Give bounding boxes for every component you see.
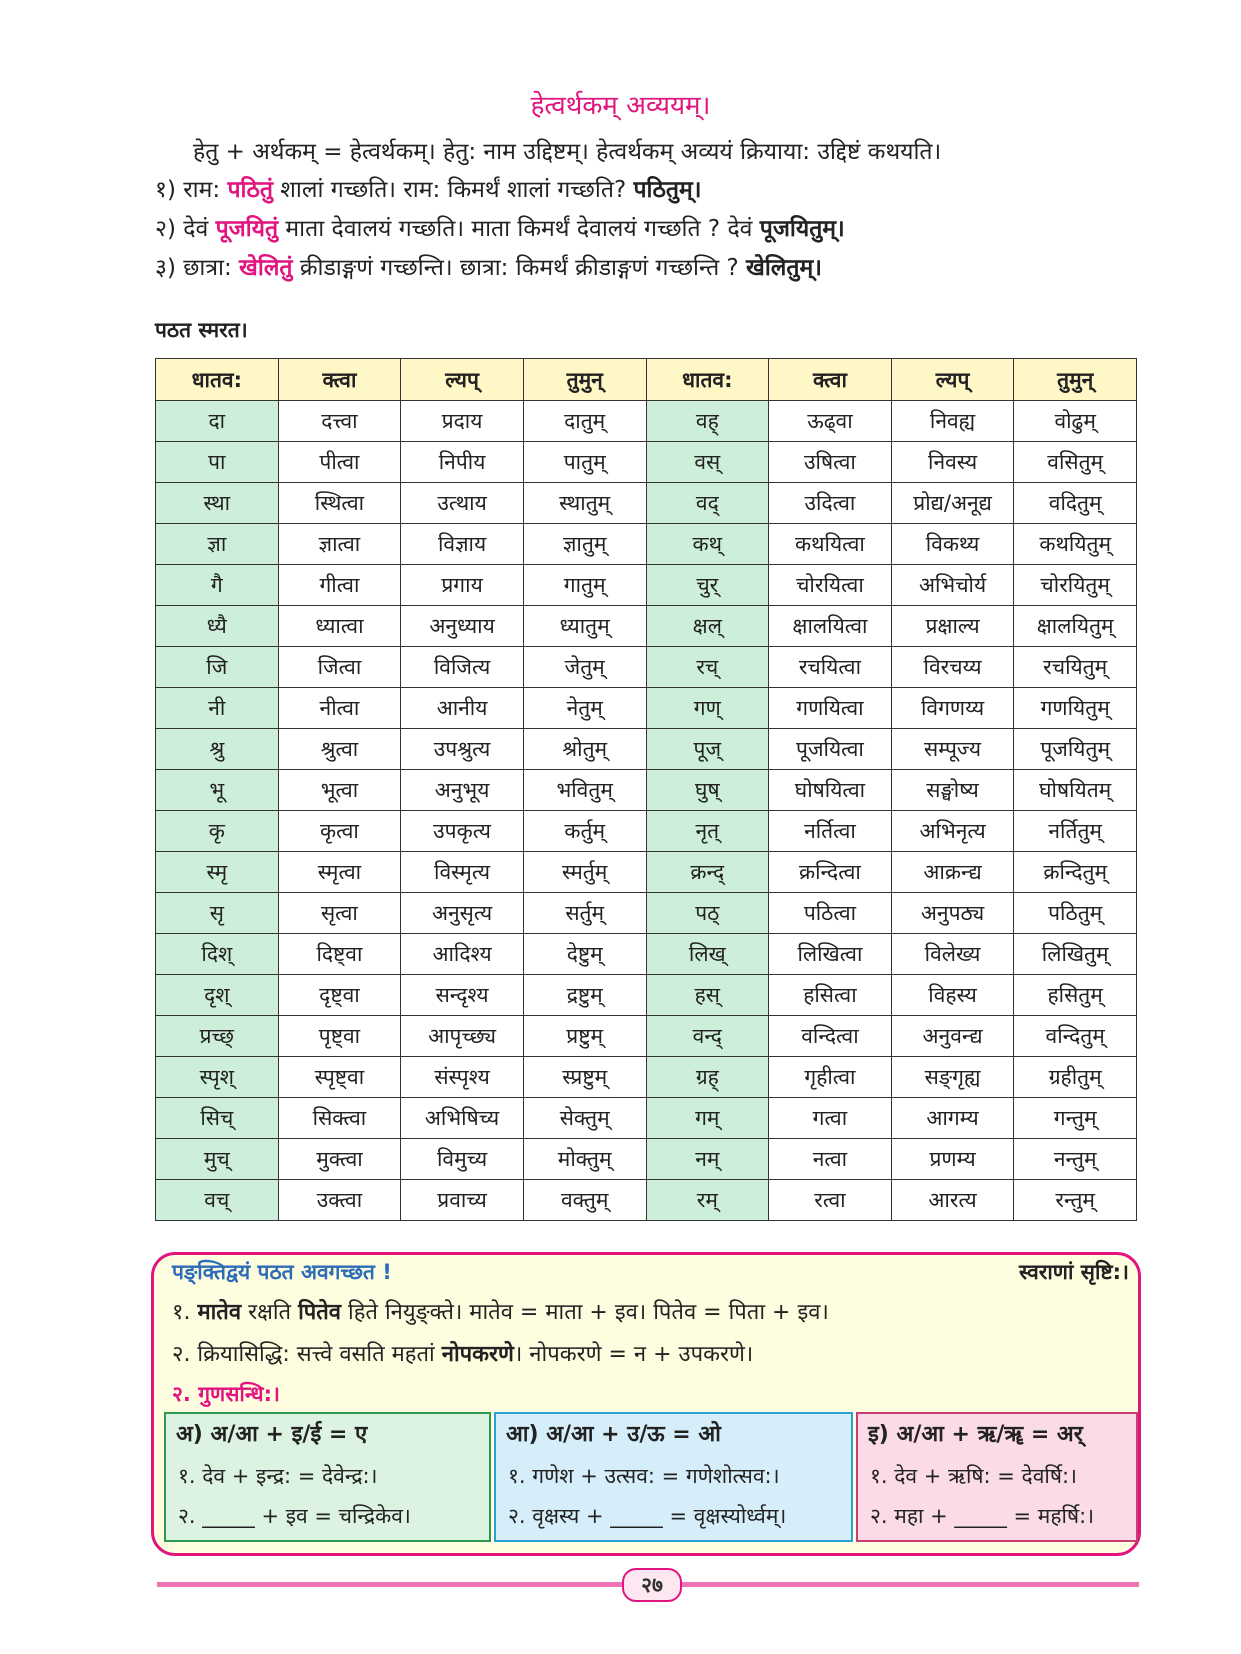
form-cell: देष्टुम् bbox=[523, 934, 646, 975]
form-cell: भवितुम् bbox=[523, 770, 646, 811]
rule-exercise: २. वृक्षस्य + _____ = वृक्षस्योर्ध्वम्। bbox=[508, 1504, 787, 1528]
form-cell: वन्दितुम् bbox=[1014, 1016, 1137, 1057]
example-middle: क्रीडाङ्गणं गच्छन्ति। छात्रा: किमर्थं क्रीडाङ्गणं गच्छन्ति ? bbox=[292, 255, 747, 281]
table-row bbox=[156, 975, 1137, 1016]
form-cell: लिखित्वा bbox=[769, 934, 892, 975]
table-row bbox=[156, 1016, 1137, 1057]
line-text: रक्षति bbox=[241, 1300, 299, 1325]
form-cell: गृहीत्वा bbox=[769, 1057, 892, 1098]
root-cell: प्रच्छ् bbox=[156, 1016, 279, 1057]
form-cell: उषित्वा bbox=[769, 442, 892, 483]
form-cell: पठित्वा bbox=[769, 893, 892, 934]
line-text: २. क्रियासिद्धि: सत्त्वे वसति महतां bbox=[172, 1342, 442, 1367]
form-cell: रचयित्वा bbox=[769, 647, 892, 688]
form-cell: अनुवन्द्य bbox=[891, 1016, 1014, 1057]
form-cell: विगणय्य bbox=[891, 688, 1014, 729]
rule-exercise: २. _____ + इव = चन्द्रिकेव। bbox=[178, 1504, 411, 1528]
form-cell: विलेख्य bbox=[891, 934, 1014, 975]
example-1 bbox=[155, 172, 701, 204]
form-cell: सङ्घोष्य bbox=[891, 770, 1014, 811]
root-cell: नी bbox=[156, 688, 279, 729]
form-cell: पृष्ट्वा bbox=[278, 1016, 401, 1057]
form-cell: निवह्य bbox=[891, 401, 1014, 442]
form-cell: गणयितुम् bbox=[1014, 688, 1137, 729]
form-cell: हसितुम् bbox=[1014, 975, 1137, 1016]
form-cell: पीत्वा bbox=[278, 442, 401, 483]
table-row bbox=[156, 1098, 1137, 1139]
rule-example-1: १. देव + ऋषि: = देवर्षि:। bbox=[870, 1464, 1077, 1488]
root-cell: ध्यै bbox=[156, 606, 279, 647]
form-cell: सिक्त्वा bbox=[278, 1098, 401, 1139]
form-cell: स्पृष्ट्वा bbox=[278, 1057, 401, 1098]
form-cell: ज्ञात्वा bbox=[278, 524, 401, 565]
header-cell: धातव: bbox=[156, 359, 279, 401]
form-cell: श्रोतुम् bbox=[523, 729, 646, 770]
form-cell: वसितुम् bbox=[1014, 442, 1137, 483]
form-cell: ध्यात्वा bbox=[278, 606, 401, 647]
example-prefix: २) देवं bbox=[155, 216, 216, 242]
example-middle: शालां गच्छति। राम: किमर्थं शालां गच्छति? bbox=[272, 177, 634, 203]
form-cell: सृत्वा bbox=[278, 893, 401, 934]
table-row bbox=[156, 1180, 1137, 1221]
form-cell: प्रक्षाल्य bbox=[891, 606, 1014, 647]
table-row bbox=[156, 811, 1137, 852]
intro-text: हेतु + अर्थकम् = हेत्वर्थकम्। हेतु: नाम उद्दिष्टम्। हेत्वर्थकम् अव्ययं क्रियाया: उद्दिष्टं कथयति। bbox=[193, 139, 942, 165]
form-cell: कृत्वा bbox=[278, 811, 401, 852]
table-row bbox=[156, 852, 1137, 893]
form-cell: कर्तुम् bbox=[523, 811, 646, 852]
root-cell: वच् bbox=[156, 1180, 279, 1221]
form-cell: मुक्त्वा bbox=[278, 1139, 401, 1180]
form-cell: ग्रहीतुम् bbox=[1014, 1057, 1137, 1098]
form-cell: प्रोद्य/अनूद्य bbox=[891, 483, 1014, 524]
example-3 bbox=[155, 250, 822, 282]
example-middle: माता देवालयं गच्छति। माता किमर्थं देवालयं गच्छति ? देवं bbox=[278, 216, 760, 242]
table-header-row bbox=[156, 359, 1137, 401]
form-cell: ध्यातुम् bbox=[523, 606, 646, 647]
root-cell: सिच् bbox=[156, 1098, 279, 1139]
table-row bbox=[156, 729, 1137, 770]
table-row bbox=[156, 770, 1137, 811]
example-prefix: १) राम: bbox=[155, 177, 228, 203]
table-row bbox=[156, 934, 1137, 975]
header-cell: धातव: bbox=[646, 359, 769, 401]
table-row bbox=[156, 1139, 1137, 1180]
root-cell: गम् bbox=[646, 1098, 769, 1139]
root-cell: वद् bbox=[646, 483, 769, 524]
root-cell: मुच् bbox=[156, 1139, 279, 1180]
form-cell: रचयितुम् bbox=[1014, 647, 1137, 688]
form-cell: पूजयितुम् bbox=[1014, 729, 1137, 770]
form-cell: सर्तुम् bbox=[523, 893, 646, 934]
form-cell: दिष्ट्वा bbox=[278, 934, 401, 975]
root-cell: स्था bbox=[156, 483, 279, 524]
form-cell: कथयितुम् bbox=[1014, 524, 1137, 565]
form-cell: लिखितुम् bbox=[1014, 934, 1137, 975]
form-cell: स्मर्तुम् bbox=[523, 852, 646, 893]
form-cell: निवस्य bbox=[891, 442, 1014, 483]
form-cell: जेतुम् bbox=[523, 647, 646, 688]
root-cell: स्मृ bbox=[156, 852, 279, 893]
root-cell: वस् bbox=[646, 442, 769, 483]
header-cell: तुमुन् bbox=[523, 359, 646, 401]
line-bold: नोपकरणे bbox=[441, 1342, 514, 1367]
root-cell: गण् bbox=[646, 688, 769, 729]
root-cell: भू bbox=[156, 770, 279, 811]
form-cell: प्रदाय bbox=[401, 401, 524, 442]
form-cell: चोरयितुम् bbox=[1014, 565, 1137, 606]
form-cell: वक्तुम् bbox=[523, 1180, 646, 1221]
form-cell: नीत्वा bbox=[278, 688, 401, 729]
form-cell: स्थातुम् bbox=[523, 483, 646, 524]
root-cell: रच् bbox=[646, 647, 769, 688]
box-right-title: स्वराणां सृष्टि:। bbox=[1018, 1260, 1129, 1284]
form-cell: चोरयित्वा bbox=[769, 565, 892, 606]
form-cell: प्रणम्य bbox=[891, 1139, 1014, 1180]
form-cell: नत्वा bbox=[769, 1139, 892, 1180]
memorize-label: पठत स्मरत। bbox=[155, 318, 248, 342]
root-cell: कथ् bbox=[646, 524, 769, 565]
example-highlight: पठितुं bbox=[227, 177, 273, 203]
form-cell: वदितुम् bbox=[1014, 483, 1137, 524]
form-cell: आदिश्य bbox=[401, 934, 524, 975]
root-cell: क्षल् bbox=[646, 606, 769, 647]
form-cell: क्षालयितुम् bbox=[1014, 606, 1137, 647]
form-cell: घोषयितम् bbox=[1014, 770, 1137, 811]
form-cell: नेतुम् bbox=[523, 688, 646, 729]
rule-exercise: २. महा + _____ = महर्षि:। bbox=[870, 1504, 1095, 1528]
form-cell: विज्ञाय bbox=[401, 524, 524, 565]
header-cell: तुमुन् bbox=[1014, 359, 1137, 401]
header-cell: क्त्वा bbox=[769, 359, 892, 401]
table-row bbox=[156, 647, 1137, 688]
example-answer: खेलितुम्। bbox=[746, 255, 822, 281]
example-highlight: पूजयितुं bbox=[215, 216, 279, 242]
form-cell: सेक्तुम् bbox=[523, 1098, 646, 1139]
form-cell: प्रवाच्य bbox=[401, 1180, 524, 1221]
form-cell: उक्त्वा bbox=[278, 1180, 401, 1221]
form-cell: अनुभूय bbox=[401, 770, 524, 811]
root-cell: सृ bbox=[156, 893, 279, 934]
root-cell: नृत् bbox=[646, 811, 769, 852]
form-cell: वोढुम् bbox=[1014, 401, 1137, 442]
root-cell: चुर् bbox=[646, 565, 769, 606]
header-cell: क्त्वा bbox=[278, 359, 401, 401]
root-cell: दा bbox=[156, 401, 279, 442]
form-cell: आनीय bbox=[401, 688, 524, 729]
box-line-1 bbox=[172, 1296, 829, 1326]
form-cell: आगम्य bbox=[891, 1098, 1014, 1139]
table-row bbox=[156, 1057, 1137, 1098]
form-cell: प्रष्टुम् bbox=[523, 1016, 646, 1057]
form-cell: सम्पूज्य bbox=[891, 729, 1014, 770]
form-cell: गणयित्वा bbox=[769, 688, 892, 729]
form-cell: दत्त्वा bbox=[278, 401, 401, 442]
form-cell: रन्तुम् bbox=[1014, 1180, 1137, 1221]
root-cell: गै bbox=[156, 565, 279, 606]
guna-sandhi-label: २. गुणसन्धि:। bbox=[172, 1382, 280, 1406]
root-cell: पूज् bbox=[646, 729, 769, 770]
root-cell: नम् bbox=[646, 1139, 769, 1180]
form-cell: नन्तुम् bbox=[1014, 1139, 1137, 1180]
form-cell: आरत्य bbox=[891, 1180, 1014, 1221]
root-cell: पा bbox=[156, 442, 279, 483]
table-row bbox=[156, 401, 1137, 442]
form-cell: स्प्रष्टुम् bbox=[523, 1057, 646, 1098]
line-bold: मातेव bbox=[197, 1300, 242, 1325]
form-cell: उदित्वा bbox=[769, 483, 892, 524]
table-row bbox=[156, 606, 1137, 647]
form-cell: ऊढ्वा bbox=[769, 401, 892, 442]
root-cell: घुष् bbox=[646, 770, 769, 811]
root-cell: जि bbox=[156, 647, 279, 688]
form-cell: गातुम् bbox=[523, 565, 646, 606]
sandhi-rule-aa bbox=[494, 1412, 853, 1542]
example-prefix: ३) छात्रा: bbox=[155, 255, 240, 281]
verb-forms-table bbox=[155, 358, 1137, 1221]
rule-example-1: १. देव + इन्द्र: = देवेन्द्र:। bbox=[178, 1464, 378, 1488]
sandhi-rule-a bbox=[164, 1412, 491, 1542]
line-text: १. bbox=[172, 1300, 198, 1325]
form-cell: उपकृत्य bbox=[401, 811, 524, 852]
header-cell: ल्यप् bbox=[891, 359, 1014, 401]
root-cell: कृ bbox=[156, 811, 279, 852]
form-cell: अनुसृत्य bbox=[401, 893, 524, 934]
form-cell: दृष्ट्वा bbox=[278, 975, 401, 1016]
form-cell: प्रगाय bbox=[401, 565, 524, 606]
form-cell: नर्तित्वा bbox=[769, 811, 892, 852]
form-cell: हसित्वा bbox=[769, 975, 892, 1016]
line-text: हिते नियुङ्क्ते। मातेव = माता + इव। पितेव = पिता + इव। bbox=[341, 1300, 829, 1325]
root-cell: श्रु bbox=[156, 729, 279, 770]
form-cell: रत्वा bbox=[769, 1180, 892, 1221]
form-cell: घोषयित्वा bbox=[769, 770, 892, 811]
root-cell: हस् bbox=[646, 975, 769, 1016]
form-cell: स्थित्वा bbox=[278, 483, 401, 524]
table-row bbox=[156, 688, 1137, 729]
form-cell: सङ्गृह्य bbox=[891, 1057, 1014, 1098]
form-cell: अभिषिच्य bbox=[401, 1098, 524, 1139]
form-cell: भूत्वा bbox=[278, 770, 401, 811]
form-cell: गन्तुम् bbox=[1014, 1098, 1137, 1139]
form-cell: उत्थाय bbox=[401, 483, 524, 524]
form-cell: गीत्वा bbox=[278, 565, 401, 606]
table-row bbox=[156, 893, 1137, 934]
form-cell: वन्दित्वा bbox=[769, 1016, 892, 1057]
form-cell: क्षालयित्वा bbox=[769, 606, 892, 647]
form-cell: अनुपठ्य bbox=[891, 893, 1014, 934]
form-cell: कथयित्वा bbox=[769, 524, 892, 565]
form-cell: अनुध्याय bbox=[401, 606, 524, 647]
box-title: पङ्क्तिद्वयं पठत अवगच्छत ! bbox=[172, 1260, 392, 1284]
root-cell: स्पृश् bbox=[156, 1057, 279, 1098]
form-cell: क्रन्दितुम् bbox=[1014, 852, 1137, 893]
form-cell: पूजयित्वा bbox=[769, 729, 892, 770]
example-2 bbox=[155, 211, 845, 243]
form-cell: दातुम् bbox=[523, 401, 646, 442]
form-cell: नर्तितुम् bbox=[1014, 811, 1137, 852]
root-cell: लिख् bbox=[646, 934, 769, 975]
form-cell: आक्रन्द्य bbox=[891, 852, 1014, 893]
form-cell: आपृच्छ्य bbox=[401, 1016, 524, 1057]
rule-heading: इ) अ/आ + ऋ/ॠ = अर् bbox=[868, 1422, 1083, 1447]
table-row bbox=[156, 442, 1137, 483]
form-cell: विमुच्य bbox=[401, 1139, 524, 1180]
form-cell: विस्मृत्य bbox=[401, 852, 524, 893]
table-row bbox=[156, 524, 1137, 565]
example-answer: पठितुम्। bbox=[633, 177, 702, 203]
root-cell: रम् bbox=[646, 1180, 769, 1221]
root-cell: क्रन्द् bbox=[646, 852, 769, 893]
box-line-2 bbox=[172, 1338, 753, 1368]
form-cell: विजित्य bbox=[401, 647, 524, 688]
root-cell: वन्द् bbox=[646, 1016, 769, 1057]
form-cell: विहस्य bbox=[891, 975, 1014, 1016]
rule-example-1: १. गणेश + उत्सव: = गणेशोत्सव:। bbox=[508, 1464, 780, 1488]
root-cell: ग्रह् bbox=[646, 1057, 769, 1098]
root-cell: दृश् bbox=[156, 975, 279, 1016]
root-cell: पठ् bbox=[646, 893, 769, 934]
form-cell: द्रष्टुम् bbox=[523, 975, 646, 1016]
form-cell: विकथ्य bbox=[891, 524, 1014, 565]
form-cell: स्मृत्वा bbox=[278, 852, 401, 893]
form-cell: विरचय्य bbox=[891, 647, 1014, 688]
root-cell: वह् bbox=[646, 401, 769, 442]
table-row bbox=[156, 565, 1137, 606]
form-cell: श्रुत्वा bbox=[278, 729, 401, 770]
example-highlight: खेलितुं bbox=[239, 255, 293, 281]
page-title: हेत्वर्थकम् अव्ययम्। bbox=[530, 91, 711, 121]
form-cell: उपश्रुत्य bbox=[401, 729, 524, 770]
root-cell: ज्ञा bbox=[156, 524, 279, 565]
rule-heading: अ) अ/आ + इ/ई = ए bbox=[176, 1422, 368, 1447]
form-cell: ज्ञातुम् bbox=[523, 524, 646, 565]
form-cell: जित्वा bbox=[278, 647, 401, 688]
rule-heading: आ) अ/आ + उ/ऊ = ओ bbox=[506, 1422, 721, 1447]
form-cell: अभिनृत्य bbox=[891, 811, 1014, 852]
form-cell: पातुम् bbox=[523, 442, 646, 483]
form-cell: मोक्तुम् bbox=[523, 1139, 646, 1180]
sandhi-rule-i bbox=[856, 1412, 1138, 1542]
page-number: २७ bbox=[622, 1568, 682, 1602]
form-cell: पठितुम् bbox=[1014, 893, 1137, 934]
header-cell: ल्यप् bbox=[401, 359, 524, 401]
root-cell: दिश् bbox=[156, 934, 279, 975]
form-cell: अभिचोर्य bbox=[891, 565, 1014, 606]
form-cell: सन्दृश्य bbox=[401, 975, 524, 1016]
form-cell: संस्पृश्य bbox=[401, 1057, 524, 1098]
line-bold: पितेव bbox=[298, 1300, 342, 1325]
line-text: । नोपकरणे = न + उपकरणे। bbox=[513, 1342, 754, 1367]
table-row bbox=[156, 483, 1137, 524]
form-cell: निपीय bbox=[401, 442, 524, 483]
form-cell: क्रन्दित्वा bbox=[769, 852, 892, 893]
form-cell: गत्वा bbox=[769, 1098, 892, 1139]
example-answer: पूजयितुम्। bbox=[759, 216, 845, 242]
